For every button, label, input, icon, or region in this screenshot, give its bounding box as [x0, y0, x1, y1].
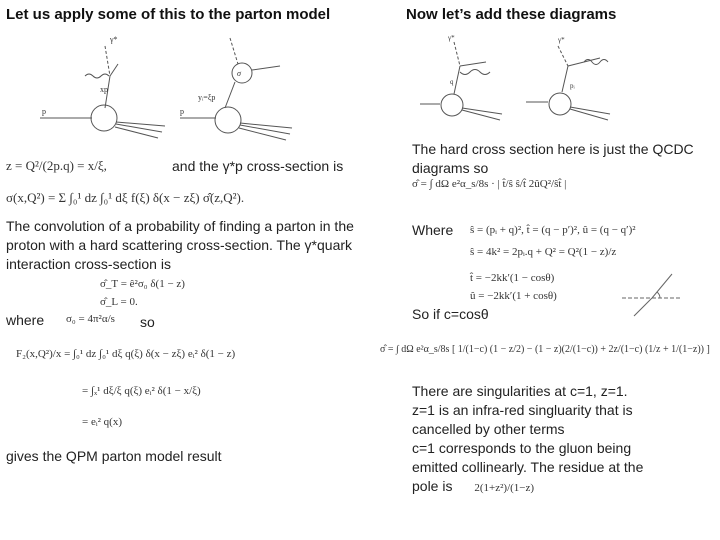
singularity-line: cancelled by other terms [412, 421, 565, 437]
p-label-2: p [180, 107, 184, 116]
eq-t-hat: t̂ = −2kk′(1 − cosθ) [470, 272, 555, 284]
parton-line-2 [225, 82, 235, 108]
eq-sigma0: σ₀ = 4π²α/s [66, 313, 115, 325]
photon-line-1 [85, 74, 109, 78]
so-if-text: So if c=cosθ [412, 306, 489, 322]
eq-sigma-hat: σ̂ = ∫ dΩ e²α_s/8s · | t̂/ŝ ŝ/t̂ 2ûQ²/ŝt̂ | [412, 178, 567, 190]
qcd-compton-diagrams [410, 32, 700, 124]
eq-F2-line1: F₂(x,Q²)/x = ∫₀¹ dz ∫₀¹ dξ q(ξ) δ(x − zξ) eᵢ² δ(1 − z) [16, 348, 236, 360]
pole-is-text: pole is [412, 478, 453, 494]
photon-wave-1 [105, 46, 110, 76]
eq-final: σ̂ = ∫ dΩ e²α_s/8s [ 1/(1−c) (1 − z/2) − (1 − z)(2/(1−c)) + 2z/(1−c) (1/z + 1/(1−z)) ] [380, 344, 710, 355]
singularity-block [412, 382, 712, 498]
eq-s-hat: ŝ = 4k² = 2pᵢ.q + Q² = Q²(1 − z)/z [470, 246, 617, 258]
quark-out-a [460, 62, 486, 66]
eq-mandelstam: ŝ = (pᵢ + q)², t̂ = (q − p′)², û = (q − q′)² [470, 224, 636, 236]
left-heading: Let us apply some of this to the parton model [6, 6, 331, 23]
so-text: so [140, 314, 155, 330]
singularity-line: c=1 corresponds to the gluon being [412, 440, 632, 456]
xp-label: xp [100, 85, 108, 94]
pi-label: pᵢ [570, 82, 575, 90]
where-text-left: where [6, 312, 45, 328]
yi-label: yᵢ=ξp [198, 93, 216, 102]
singularity-line: There are singularities at c=1, z=1. [412, 383, 628, 399]
gamma-label-1: γ* [110, 35, 118, 44]
where-text-right: Where [412, 222, 454, 238]
gamma-label-a: γ* [448, 34, 455, 42]
gluon-line-b [584, 60, 608, 65]
parton-model-diagrams [30, 28, 330, 148]
cross-section-text: and the γ*p cross-section is [172, 158, 344, 174]
sigma-label: σ [237, 69, 241, 78]
result-text: gives the QPM parton model result [6, 448, 222, 464]
singularity-line: emitted collinearly. The residue at the [412, 459, 644, 475]
eq-u-hat: û = −2kk′(1 + cosθ) [470, 290, 557, 302]
gluon-line-a [460, 70, 490, 75]
p-label-1: p [42, 107, 46, 116]
proton-blob-2 [215, 107, 241, 133]
proton-blob-b [549, 93, 571, 115]
convolution-text: The convolution of a probability of finding a parton in the proton with a hard scattering cross-section. The γ*quark interaction cross-section is [6, 218, 354, 272]
photon-line-b [558, 46, 568, 66]
eq-F2-line3: = eᵢ² q(x) [82, 416, 123, 428]
eq-sigma: σ(x,Q²) = Σ ∫₀¹ dz ∫₀¹ dξ f(ξ) δ(x − zξ) σ̂(z,Q²). [6, 190, 245, 205]
hard-text: The hard cross section here is just the QCDC diagrams so [412, 141, 694, 176]
proton-blob-1 [91, 105, 117, 131]
right-heading: Now let’s add these diagrams [406, 6, 617, 23]
eq-sigma-L: σ̂_L = 0. [100, 296, 138, 308]
q-label: q [450, 78, 454, 86]
gamma-label-b: γ* [558, 36, 565, 44]
sigma-blob [232, 63, 252, 83]
eq-F2-line2: = ∫ₓ¹ dξ/ξ q(ξ) eᵢ² δ(1 − x/ξ) [82, 385, 201, 397]
proton-blob-a [441, 94, 463, 116]
eq-z: z = Q²/(2p.q) = x/ξ, [6, 158, 107, 173]
angle-sketch [612, 268, 692, 318]
photon-line-a [454, 42, 460, 66]
eq-sigma-T: σ̂_T = ê²σ₀ δ(1 − z) [100, 278, 185, 290]
eq-residue: 2(1+z²)/(1−z) [474, 482, 535, 494]
singularity-line: z=1 is an infra-red singluarity that is [412, 402, 633, 418]
outgoing-quark-1 [110, 64, 118, 76]
singularity-line [412, 477, 712, 498]
photon-wave-2 [230, 38, 238, 64]
